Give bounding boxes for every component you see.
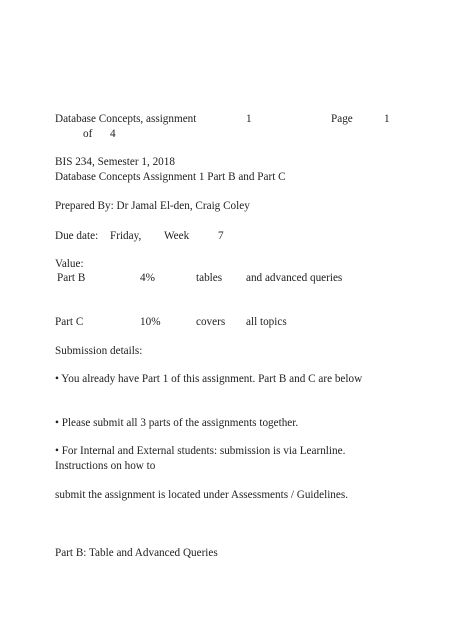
- section-heading: Part B: Table and Advanced Queries: [55, 547, 218, 559]
- header-total-pages: 4: [110, 128, 116, 140]
- due-week-number: 7: [218, 230, 224, 242]
- submission-bullet: • For Internal and External students: submission is via Learnline. Instructions on how to: [55, 445, 346, 472]
- value-label: Value:: [55, 258, 84, 270]
- course-code-semester: BIS 234, Semester 1, 2018: [55, 156, 175, 168]
- due-week-label: Week: [164, 230, 190, 242]
- assignment-title: Database Concepts Assignment 1 Part B and Part C: [55, 171, 286, 183]
- header-assignment-number: 1: [246, 113, 252, 125]
- value-row-desc1: tables: [196, 272, 223, 284]
- value-row-part: Part C: [55, 316, 84, 328]
- value-row-desc1: covers: [196, 316, 226, 328]
- submission-heading: Submission details:: [55, 345, 143, 357]
- value-row-part: Part B: [57, 272, 86, 284]
- value-row-desc2: and advanced queries: [246, 272, 343, 284]
- header-page-number: 1: [384, 113, 390, 125]
- prepared-by: Prepared By: Dr Jamal El-den, Craig Coley: [55, 200, 250, 212]
- value-row-desc2: all topics: [246, 316, 287, 328]
- value-row-percent: 4%: [140, 272, 155, 284]
- due-date-label: Due date:: [55, 230, 99, 242]
- submission-bullet: • Please submit all 3 parts of the assignments together.: [55, 417, 299, 429]
- due-day: Friday,: [110, 230, 142, 242]
- submission-bullet: • You already have Part 1 of this assignment. Part B and C are below: [55, 373, 363, 385]
- header-of-label: of: [83, 128, 93, 140]
- value-row-percent: 10%: [140, 316, 161, 328]
- header-page-label: Page: [331, 113, 353, 125]
- submission-continuation: submit the assignment is located under Assessments / Guidelines.: [55, 489, 349, 501]
- header-title: Database Concepts, assignment: [55, 113, 197, 125]
